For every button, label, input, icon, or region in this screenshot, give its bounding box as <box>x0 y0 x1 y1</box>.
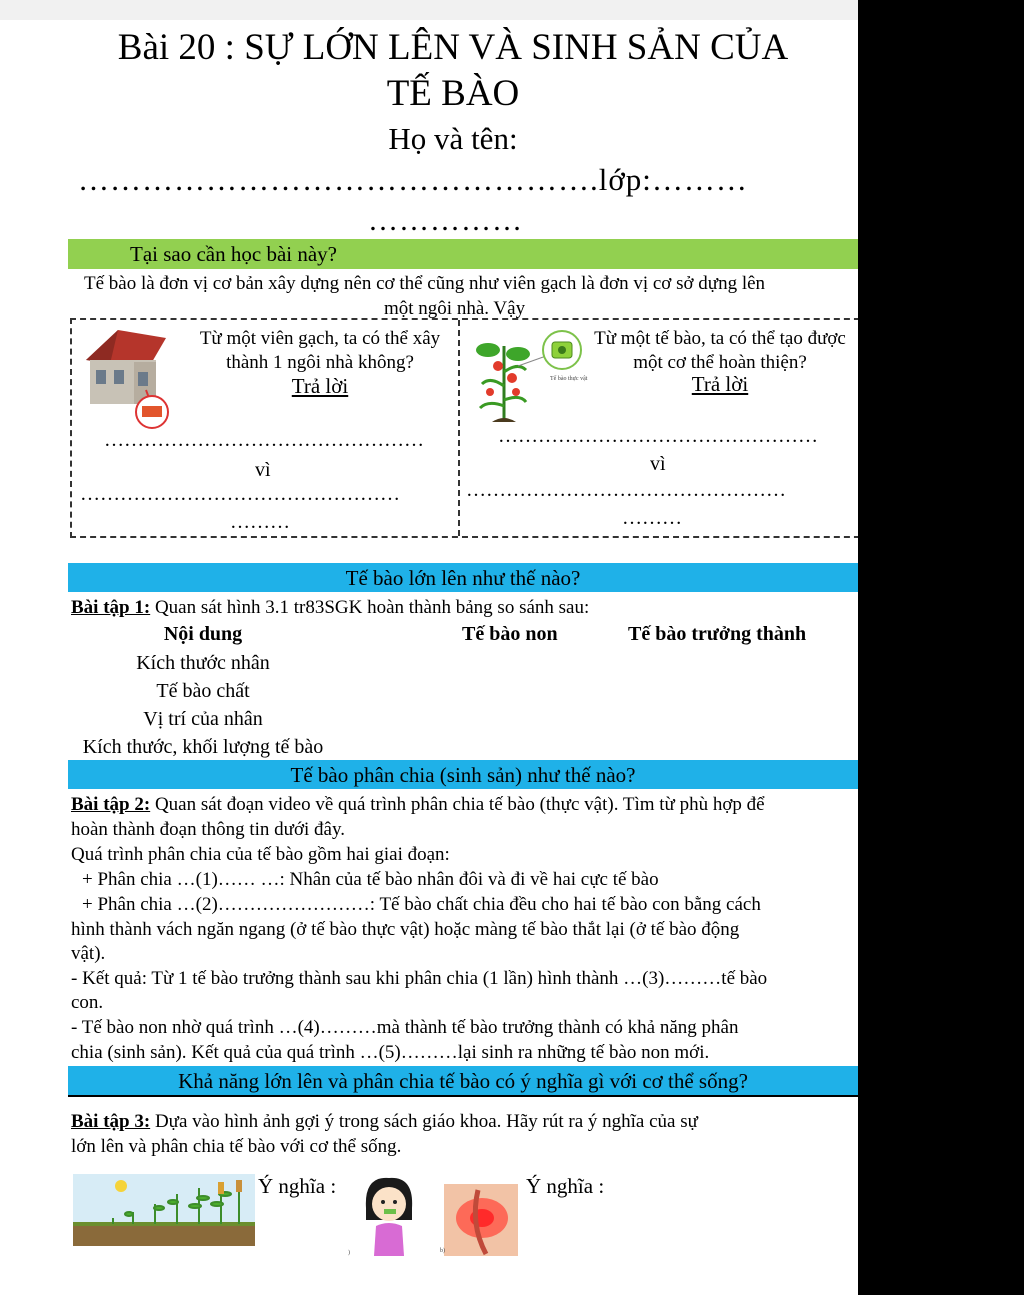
svg-text:b): b) <box>440 1248 445 1254</box>
exercise-3-line-1 <box>71 1110 698 1134</box>
table-header-mature-cell: Tế bào trưởng thành <box>628 623 807 645</box>
table-row-cell-size-mass: Kích thước, khối lượng tế bào <box>82 736 324 758</box>
right-reason-dots-1[interactable]: ………………………………………… <box>466 479 786 501</box>
stomach-image <box>440 1184 520 1256</box>
divide-paragraph-9: chia (sinh sản). Kết quả của quá trình …(5)………lại sinh ra những tế bào non mới. <box>71 1042 710 1063</box>
meaning-heading: Khả năng lớn lên và phân chia tế bào có ý nghĩa gì với cơ thể sống? <box>178 1069 748 1093</box>
divide-paragraph-4: hình thành vách ngăn ngang (ở tế bào thực vật) hoặc màng tế bào thắt lại (ở tế bào động <box>71 919 740 940</box>
exercise-1-text: Quan sát hình 3.1 tr83SGK hoàn thành bảng so sánh sau: <box>150 597 590 618</box>
why-intro-2: một ngôi nhà. Vậy <box>384 298 526 319</box>
grow-heading-bar <box>68 563 858 592</box>
divide-paragraph-3: + Phân chia …(2)……………………: Tế bào chất chia đều cho hai tế bào con bằng cách <box>82 894 761 915</box>
dots-line[interactable]: …………… <box>368 204 523 237</box>
grow-heading: Tế bào lớn lên như thế nào? <box>345 566 581 590</box>
exercise-3-text-2: lớn lên và phân chia tế bào với cơ thể sống. <box>71 1136 402 1157</box>
top-strip <box>0 0 858 20</box>
divide-paragraph-6: - Kết quả: Từ 1 tế bào trưởng thành sau khi phân chia (1 lần) hình thành …(3)………tế bào <box>71 968 768 989</box>
left-answer-label: Trả lời <box>291 374 349 398</box>
left-reason-dots-2[interactable]: ……… <box>230 511 290 533</box>
exercise-1-label: Bài tập 1: <box>71 597 151 618</box>
svg-text:): ) <box>348 1250 350 1256</box>
left-answer-dots-1[interactable]: ………………………………………… <box>104 429 424 451</box>
meaning-label-right: Ý nghĩa : <box>526 1174 605 1198</box>
divide-heading: Tế bào phân chia (sinh sản) như thế nào? <box>290 763 636 787</box>
exercise-2-text-1: Quan sát đoạn video về quá trình phân chia tế bào (thực vật). Tìm từ phù hợp để <box>150 794 765 815</box>
exercise-2-label: Bài tập 2: <box>71 794 151 815</box>
left-question-2: thành 1 ngôi nhà không? <box>226 352 414 373</box>
why-intro-1: Tế bào là đơn vị cơ bản xây dựng nên cơ thể cũng như viên gạch là đơn vị cơ sở dựng lên <box>84 273 766 294</box>
section-rule <box>68 1095 858 1097</box>
exercise-1-line <box>71 596 589 620</box>
left-because: vì <box>255 459 271 481</box>
plant-cell-caption: Tế bào thực vật <box>550 376 588 382</box>
exercise-3-label: Bài tập 3: <box>71 1111 151 1132</box>
right-answer-dots-1[interactable]: ………………………………………… <box>498 425 818 447</box>
meaning-label-left: Ý nghĩa : <box>258 1174 337 1198</box>
name-label: Họ và tên: <box>388 121 518 156</box>
right-reason-dots-2[interactable]: ……… <box>622 507 682 529</box>
why-heading-bar <box>68 239 858 269</box>
left-question-1: Từ một viên gạch, ta có thể xây <box>199 328 441 349</box>
growing-plants-image <box>73 1174 255 1246</box>
exercise-3-text-1: Dựa vào hình ảnh gợi ý trong sách giáo khoa. Hãy rút ra ý nghĩa của sự <box>150 1111 698 1132</box>
girl-eating-image <box>346 1172 432 1258</box>
title-line-2: TẾ BÀO <box>386 73 520 114</box>
class-line[interactable]: ………………………………………….lớp:……… <box>78 162 748 197</box>
exercise-2-line-1 <box>71 793 765 817</box>
divide-paragraph-7: con. <box>71 992 104 1013</box>
table-header-content: Nội dung <box>163 623 243 645</box>
divide-paragraph-1: Quá trình phân chia của tế bào gồm hai giai đoạn: <box>71 844 450 865</box>
right-because: vì <box>650 453 666 475</box>
title-line-1: Bài 20 : SỰ LỚN LÊN VÀ SINH SẢN CỦA <box>117 27 789 68</box>
meaning-heading-bar <box>68 1066 858 1095</box>
table-header-young-cell: Tế bào non <box>462 623 558 645</box>
right-question-1: Từ một tế bào, ta có thể tạo được <box>594 328 846 349</box>
divide-heading-bar <box>68 760 858 789</box>
divide-paragraph-8: - Tế bào non nhờ quá trình …(4)………mà thành tế bào trưởng thành có khả năng phân <box>71 1017 739 1038</box>
exercise-2-text-2: hoàn thành đoạn thông tin dưới đây. <box>71 819 345 840</box>
divide-paragraph-2: + Phân chia …(1)…… …: Nhân của tế bào nhân đôi và đi về hai cực tế bào <box>82 869 659 890</box>
why-heading: Tại sao cần học bài này? <box>130 242 337 266</box>
table-row-nucleus-size: Kích thước nhân <box>136 652 270 674</box>
table-row-cytoplasm: Tế bào chất <box>156 680 250 702</box>
right-answer-label: Trả lời <box>691 372 749 396</box>
table-row-nucleus-position: Vị trí của nhân <box>143 708 263 730</box>
house-with-brick-image <box>80 324 172 432</box>
divide-paragraph-5: vật). <box>71 943 106 964</box>
box-divider <box>458 320 460 536</box>
right-question-2: một cơ thể hoàn thiện? <box>633 352 807 373</box>
left-reason-dots-1[interactable]: ………………………………………… <box>80 483 400 505</box>
